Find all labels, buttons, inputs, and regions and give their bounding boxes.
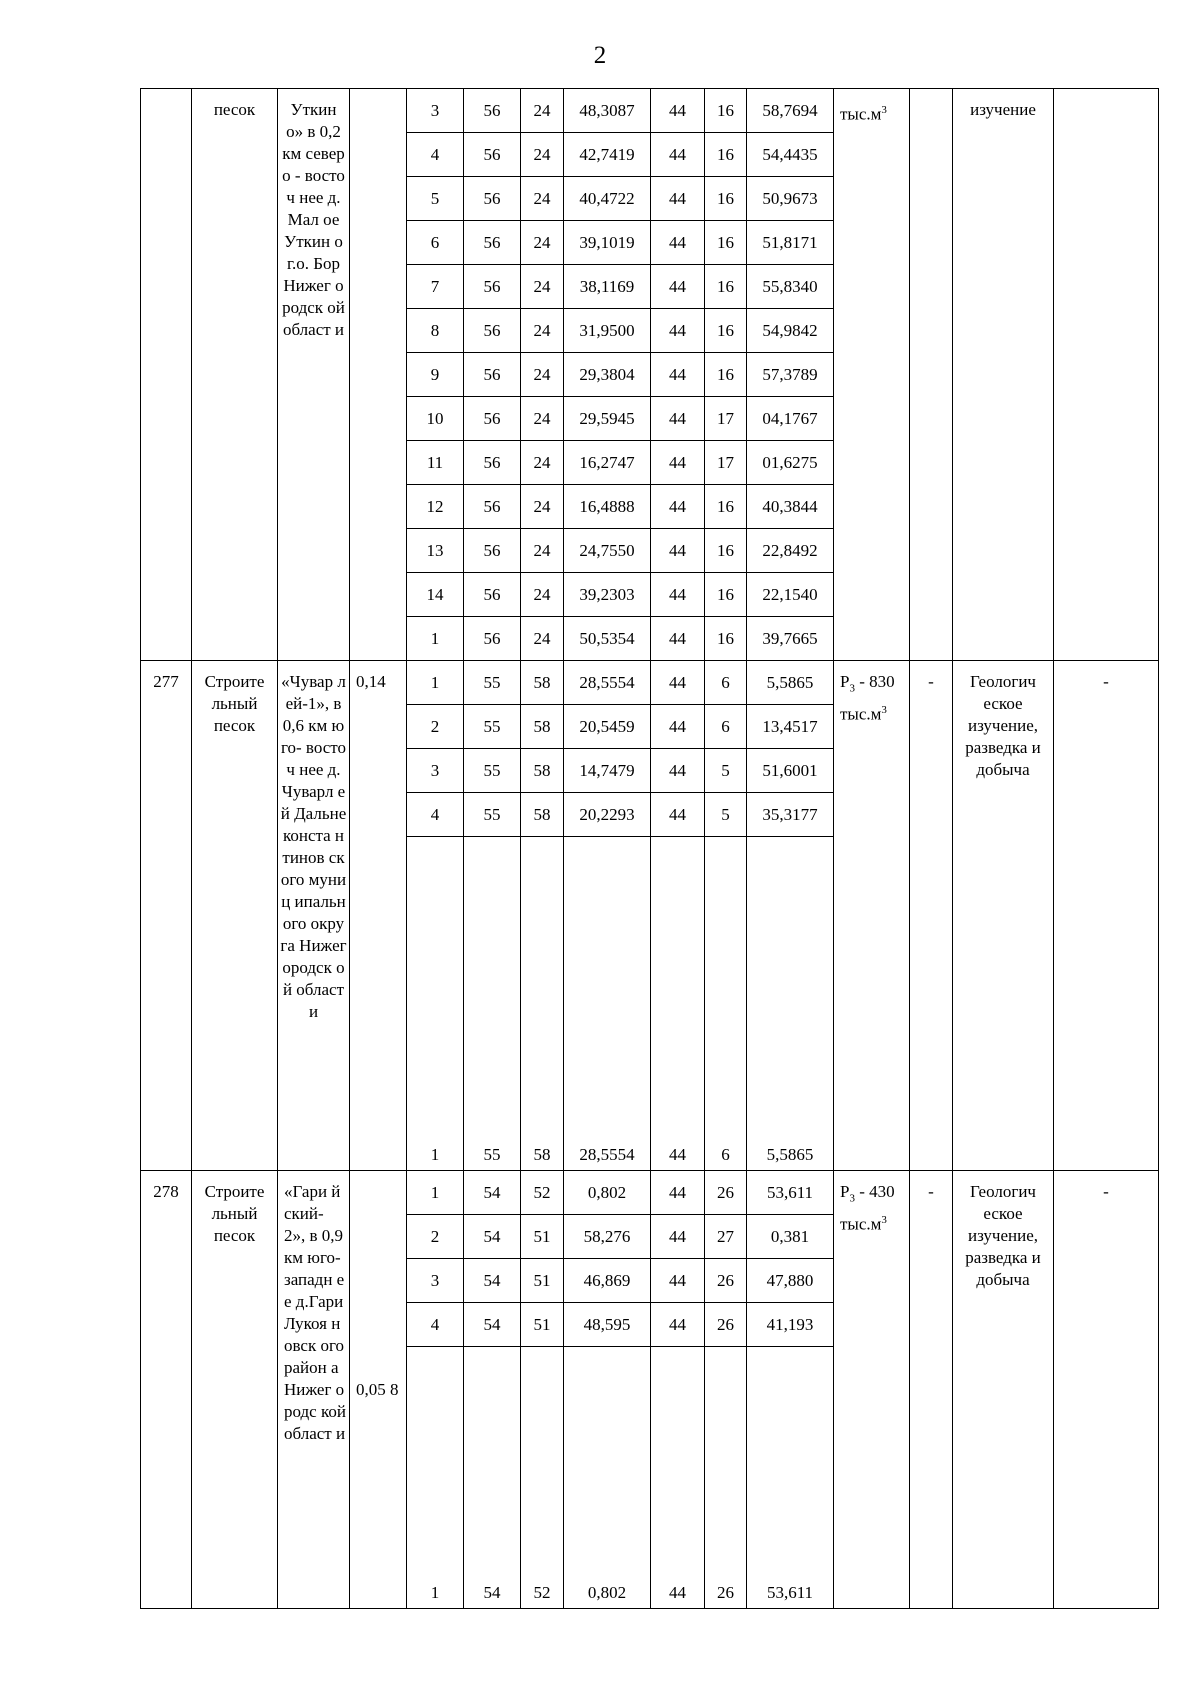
cell-lon-deg: 44: [651, 485, 705, 529]
cell-point-n: 1: [407, 1347, 464, 1609]
table-row: [141, 1171, 1159, 1215]
cell-lon-sec: 35,3177: [747, 793, 834, 837]
cell-lat-min: 24: [521, 133, 564, 177]
cell-lat-sec: 28,5554: [564, 837, 651, 1171]
cell-col9: -: [910, 661, 953, 1171]
cell-point-n: 4: [407, 793, 464, 837]
cell-lat-min: 24: [521, 617, 564, 661]
cell-lat-deg: 54: [464, 1303, 521, 1347]
cell-lon-deg: 44: [651, 133, 705, 177]
cell-lat-min: 24: [521, 397, 564, 441]
cell-lon-min: 16: [705, 353, 747, 397]
cell-lat-min: 52: [521, 1347, 564, 1609]
cell-lat-deg: 56: [464, 529, 521, 573]
cell-lon-deg: 44: [651, 1171, 705, 1215]
cell-lon-sec: 51,8171: [747, 221, 834, 265]
cell-lon-deg: 44: [651, 441, 705, 485]
cell-lat-min: 52: [521, 1171, 564, 1215]
cell-lon-sec: 40,3844: [747, 485, 834, 529]
cell-lat-min: 51: [521, 1215, 564, 1259]
cell-lon-deg: 44: [651, 1303, 705, 1347]
cell-lon-sec: 5,5865: [747, 837, 834, 1171]
cell-lon-sec: 53,611: [747, 1171, 834, 1215]
cell-lat-deg: 56: [464, 309, 521, 353]
cell-lon-sec: 54,4435: [747, 133, 834, 177]
cell-lon-deg: 44: [651, 177, 705, 221]
cell-lon-sec: 58,7694: [747, 89, 834, 133]
cell-point-n: 8: [407, 309, 464, 353]
cell-lat-min: 51: [521, 1303, 564, 1347]
cell-lat-sec: 40,4722: [564, 177, 651, 221]
cell-col11: -: [1054, 661, 1159, 1171]
deposits-table: [140, 88, 1159, 1609]
cell-lon-deg: 44: [651, 265, 705, 309]
cell-type: песок: [192, 89, 278, 661]
cell-point-n: 3: [407, 749, 464, 793]
cell-area: 0,05 8: [350, 1171, 407, 1609]
cell-point-n: 4: [407, 133, 464, 177]
cell-lon-sec: 47,880: [747, 1259, 834, 1303]
cell-num: [141, 89, 192, 661]
cell-lon-min: 6: [705, 661, 747, 705]
cell-point-n: 10: [407, 397, 464, 441]
cell-lat-deg: 56: [464, 573, 521, 617]
cell-lon-sec: 57,3789: [747, 353, 834, 397]
cell-lat-sec: 50,5354: [564, 617, 651, 661]
cell-lon-sec: 01,6275: [747, 441, 834, 485]
cell-lat-min: 24: [521, 529, 564, 573]
cell-lat-sec: 20,5459: [564, 705, 651, 749]
cell-lat-deg: 56: [464, 397, 521, 441]
cell-purpose: изучение: [953, 89, 1054, 661]
cell-point-n: 3: [407, 1259, 464, 1303]
cell-lat-sec: 31,9500: [564, 309, 651, 353]
cell-lon-sec: 41,193: [747, 1303, 834, 1347]
cell-lon-deg: 44: [651, 793, 705, 837]
cell-lat-deg: 54: [464, 1215, 521, 1259]
cell-lat-deg: 56: [464, 617, 521, 661]
cell-lat-deg: 55: [464, 793, 521, 837]
cell-lat-sec: 14,7479: [564, 749, 651, 793]
cell-point-n: 2: [407, 1215, 464, 1259]
cell-lon-deg: 44: [651, 529, 705, 573]
cell-type: Строите льный песок: [192, 1171, 278, 1609]
cell-point-n: 9: [407, 353, 464, 397]
cell-lon-min: 16: [705, 617, 747, 661]
cell-lon-sec: 39,7665: [747, 617, 834, 661]
cell-lon-sec: 55,8340: [747, 265, 834, 309]
cell-lon-sec: 53,611: [747, 1347, 834, 1609]
cell-col9: -: [910, 1171, 953, 1609]
cell-lon-min: 5: [705, 793, 747, 837]
cell-num: 277: [141, 661, 192, 1171]
cell-resources: $тыс.м^3$: [834, 89, 910, 661]
cell-lat-deg: 55: [464, 749, 521, 793]
cell-lat-sec: 38,1169: [564, 265, 651, 309]
cell-lon-sec: 54,9842: [747, 309, 834, 353]
cell-lon-min: 16: [705, 133, 747, 177]
cell-location: Уткин о» в 0,2 км северо - восточ нее д.Мал ое Уткин о г.о. Бор Нижег ородск ой област и: [278, 89, 350, 661]
cell-purpose: Геологич еское изучение, разведка и добыча: [953, 661, 1054, 1171]
cell-resources: $P_3 - 830$ $тыс.м^3$: [834, 661, 910, 1171]
cell-lon-deg: 44: [651, 837, 705, 1171]
cell-lat-sec: 29,5945: [564, 397, 651, 441]
cell-lat-deg: 54: [464, 1171, 521, 1215]
cell-lon-min: 26: [705, 1259, 747, 1303]
cell-point-n: 14: [407, 573, 464, 617]
cell-point-n: 7: [407, 265, 464, 309]
cell-lon-deg: 44: [651, 397, 705, 441]
cell-point-n: 12: [407, 485, 464, 529]
cell-point-n: 1: [407, 1171, 464, 1215]
cell-lon-deg: 44: [651, 309, 705, 353]
cell-point-n: 3: [407, 89, 464, 133]
cell-num: 278: [141, 1171, 192, 1609]
cell-lon-min: 16: [705, 485, 747, 529]
cell-lat-deg: 55: [464, 661, 521, 705]
cell-lon-sec: 51,6001: [747, 749, 834, 793]
cell-lon-min: 17: [705, 397, 747, 441]
cell-lon-min: 16: [705, 309, 747, 353]
cell-lat-sec: 20,2293: [564, 793, 651, 837]
cell-lat-deg: 54: [464, 1259, 521, 1303]
cell-lat-deg: 56: [464, 265, 521, 309]
cell-lat-sec: 28,5554: [564, 661, 651, 705]
cell-lon-sec: 0,381: [747, 1215, 834, 1259]
cell-lat-sec: 29,3804: [564, 353, 651, 397]
cell-lat-min: 58: [521, 793, 564, 837]
cell-point-n: 1: [407, 617, 464, 661]
cell-point-n: 11: [407, 441, 464, 485]
cell-lat-min: 24: [521, 89, 564, 133]
cell-lat-min: 51: [521, 1259, 564, 1303]
cell-lon-min: 27: [705, 1215, 747, 1259]
cell-lon-sec: 13,4517: [747, 705, 834, 749]
cell-lon-min: 16: [705, 89, 747, 133]
cell-lon-deg: 44: [651, 573, 705, 617]
cell-lat-deg: 56: [464, 177, 521, 221]
cell-lon-min: 26: [705, 1347, 747, 1609]
cell-lat-sec: 39,2303: [564, 573, 651, 617]
cell-lat-min: 24: [521, 309, 564, 353]
cell-type: Строите льный песок: [192, 661, 278, 1171]
cell-lon-sec: 50,9673: [747, 177, 834, 221]
page-number: 2: [593, 42, 607, 69]
cell-lon-min: 16: [705, 529, 747, 573]
cell-lat-sec: 39,1019: [564, 221, 651, 265]
cell-lon-deg: 44: [651, 1215, 705, 1259]
cell-point-n: 5: [407, 177, 464, 221]
cell-lat-sec: 16,4888: [564, 485, 651, 529]
cell-point-n: 13: [407, 529, 464, 573]
cell-lat-sec: 16,2747: [564, 441, 651, 485]
cell-lat-deg: 56: [464, 485, 521, 529]
cell-lon-deg: 44: [651, 617, 705, 661]
cell-lat-min: 24: [521, 485, 564, 529]
cell-lat-deg: 56: [464, 133, 521, 177]
cell-lat-min: 58: [521, 837, 564, 1171]
cell-lon-min: 16: [705, 573, 747, 617]
cell-lon-sec: 22,1540: [747, 573, 834, 617]
cell-lon-min: 6: [705, 705, 747, 749]
cell-lat-sec: 24,7550: [564, 529, 651, 573]
cell-lat-deg: 56: [464, 89, 521, 133]
cell-lat-min: 58: [521, 661, 564, 705]
cell-resources: $P_3 - 430$ $тыс.м^3$: [834, 1171, 910, 1609]
cell-lat-sec: 0,802: [564, 1171, 651, 1215]
cell-lon-deg: 44: [651, 353, 705, 397]
cell-lat-sec: 42,7419: [564, 133, 651, 177]
cell-lon-min: 16: [705, 221, 747, 265]
cell-purpose: Геологич еское изучение, разведка и добыча: [953, 1171, 1054, 1609]
cell-lat-deg: 56: [464, 221, 521, 265]
cell-point-n: 1: [407, 661, 464, 705]
cell-col9: [910, 89, 953, 661]
cell-col11: -: [1054, 1171, 1159, 1609]
cell-lat-sec: 0,802: [564, 1347, 651, 1609]
cell-location: «Гари йский- 2», в 0,9 км юго- западн ее д.Гари Лукоя новск ого район а Нижег ородс кой област и: [278, 1171, 350, 1609]
cell-lat-min: 24: [521, 573, 564, 617]
cell-lon-sec: 22,8492: [747, 529, 834, 573]
cell-lon-min: 16: [705, 265, 747, 309]
cell-lat-min: 24: [521, 441, 564, 485]
cell-location: «Чувар лей-1», в 0,6 км юго- восточ нее д. Чуварл ей Дальне конста нтинов ского муниц ипальн ого округа Нижег ородск ой област и: [278, 661, 350, 1171]
cell-point-n: 1: [407, 837, 464, 1171]
cell-lat-min: 58: [521, 749, 564, 793]
cell-lon-deg: 44: [651, 749, 705, 793]
cell-lat-sec: 46,869: [564, 1259, 651, 1303]
cell-lon-deg: 44: [651, 221, 705, 265]
cell-lon-min: 26: [705, 1303, 747, 1347]
cell-lat-deg: 56: [464, 441, 521, 485]
cell-lon-min: 26: [705, 1171, 747, 1215]
cell-lon-deg: 44: [651, 1259, 705, 1303]
cell-lat-min: 58: [521, 705, 564, 749]
cell-lon-deg: 44: [651, 705, 705, 749]
table-row: [141, 89, 1159, 133]
cell-lon-min: 6: [705, 837, 747, 1171]
cell-lon-min: 16: [705, 177, 747, 221]
cell-lat-sec: 58,276: [564, 1215, 651, 1259]
cell-lat-deg: 55: [464, 705, 521, 749]
cell-lat-min: 24: [521, 177, 564, 221]
cell-point-n: 4: [407, 1303, 464, 1347]
table-body: [141, 89, 1159, 1609]
cell-lat-deg: 54: [464, 1347, 521, 1609]
cell-lat-min: 24: [521, 265, 564, 309]
cell-lon-min: 5: [705, 749, 747, 793]
cell-lon-sec: 5,5865: [747, 661, 834, 705]
table-row: [141, 661, 1159, 705]
cell-point-n: 2: [407, 705, 464, 749]
cell-point-n: 6: [407, 221, 464, 265]
cell-col11: [1054, 89, 1159, 661]
cell-lat-sec: 48,595: [564, 1303, 651, 1347]
cell-lat-min: 24: [521, 353, 564, 397]
cell-lon-deg: 44: [651, 661, 705, 705]
cell-lat-min: 24: [521, 221, 564, 265]
cell-lon-deg: 44: [651, 89, 705, 133]
cell-lon-sec: 04,1767: [747, 397, 834, 441]
cell-lon-deg: 44: [651, 1347, 705, 1609]
cell-area: 0,14: [350, 661, 407, 1171]
cell-lat-sec: 48,3087: [564, 89, 651, 133]
cell-lat-deg: 56: [464, 353, 521, 397]
cell-lat-deg: 55: [464, 837, 521, 1171]
cell-lon-min: 17: [705, 441, 747, 485]
cell-area: [350, 89, 407, 661]
